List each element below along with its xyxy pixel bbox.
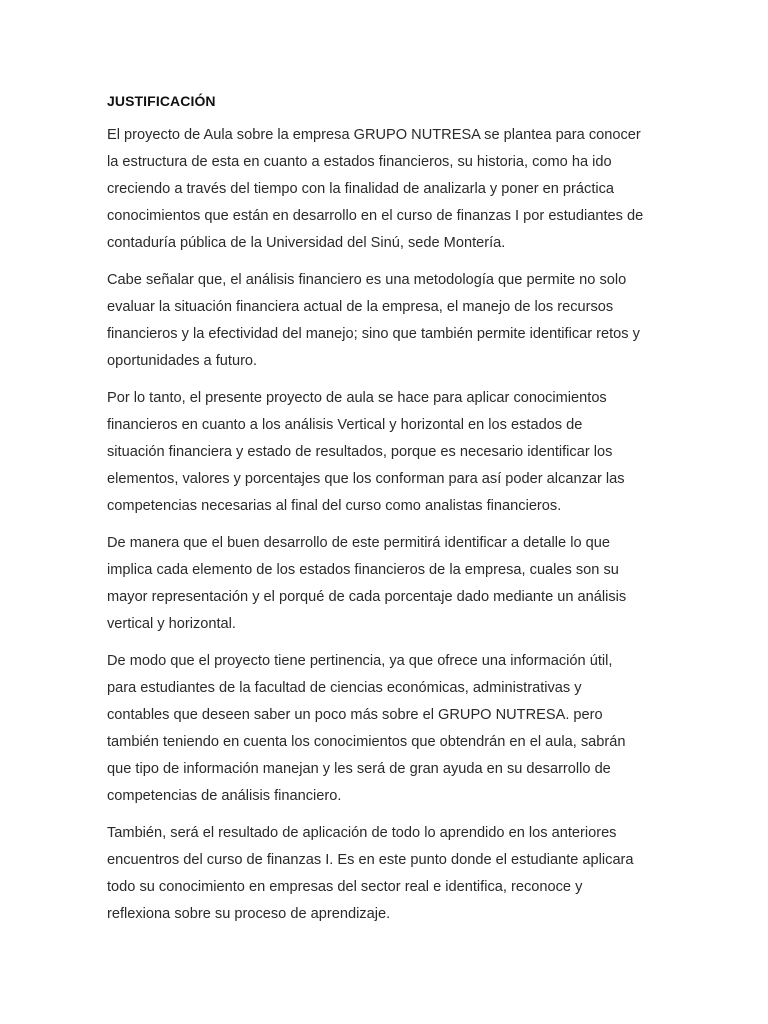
text-line: oportunidades a futuro. [107, 353, 258, 369]
text-line: financieros y la efectividad del manejo; sino que también permite identificar retos y [107, 326, 640, 342]
text-line: Por lo tanto, el presente proyecto de aula se hace para aplicar conocimientos [107, 390, 607, 406]
paragraph-5 [107, 648, 667, 810]
text-line: conocimientos que están en desarrollo en el curso de finanzas I por estudiantes de [107, 208, 644, 224]
text-line: financieros en cuanto a los análisis Vertical y horizontal en los estados de [107, 417, 583, 433]
text-line: todo su conocimiento en empresas del sector real e identifica, reconoce y [107, 879, 583, 895]
document-page [107, 92, 667, 938]
text-line: De manera que el buen desarrollo de este permitirá identificar a detalle lo que [107, 535, 610, 551]
text-line: para estudiantes de la facultad de ciencias económicas, administrativas y [107, 680, 582, 696]
text-line: también teniendo en cuenta los conocimientos que obtendrán en el aula, sabrán [107, 734, 626, 750]
paragraph-3 [107, 385, 667, 520]
text-line: competencias necesarias al final del curso como analistas financieros. [107, 498, 562, 514]
section-heading: JUSTIFICACIÓN [107, 93, 216, 109]
text-line: El proyecto de Aula sobre la empresa GRUPO NUTRESA se plantea para conocer [107, 127, 641, 143]
text-line: que tipo de información manejan y les será de gran ayuda en su desarrollo de [107, 761, 611, 777]
paragraph-4 [107, 530, 667, 638]
text-line: la estructura de esta en cuanto a estados financieros, su historia, como ha ido [107, 154, 612, 170]
text-line: situación financiera y estado de resultados, porque es necesario identificar los [107, 444, 613, 460]
paragraph-2 [107, 267, 667, 375]
text-line: contaduría pública de la Universidad del Sinú, sede Montería. [107, 235, 506, 251]
text-line: Cabe señalar que, el análisis financiero es una metodología que permite no solo [107, 272, 627, 288]
text-line: De modo que el proyecto tiene pertinencia, ya que ofrece una información útil, [107, 653, 613, 669]
text-line: creciendo a través del tiempo con la finalidad de analizarla y poner en práctica [107, 181, 615, 197]
text-line: También, será el resultado de aplicación de todo lo aprendido en los anteriores [107, 825, 617, 841]
text-line: contables que deseen saber un poco más sobre el GRUPO NUTRESA. pero [107, 707, 603, 723]
text-line: reflexiona sobre su proceso de aprendizaje. [107, 906, 391, 922]
text-line: implica cada elemento de los estados financieros de la empresa, cuales son su [107, 562, 619, 578]
text-line: mayor representación y el porqué de cada porcentaje dado mediante un análisis [107, 589, 627, 605]
paragraph-1 [107, 122, 667, 257]
paragraph-6 [107, 820, 667, 928]
text-line: evaluar la situación financiera actual de la empresa, el manejo de los recursos [107, 299, 614, 315]
text-line: competencias de análisis financiero. [107, 788, 342, 804]
text-line: encuentros del curso de finanzas I. Es en este punto donde el estudiante aplicara [107, 852, 634, 868]
text-line: vertical y horizontal. [107, 616, 236, 632]
text-line: elementos, valores y porcentajes que los conforman para así poder alcanzar las [107, 471, 625, 487]
